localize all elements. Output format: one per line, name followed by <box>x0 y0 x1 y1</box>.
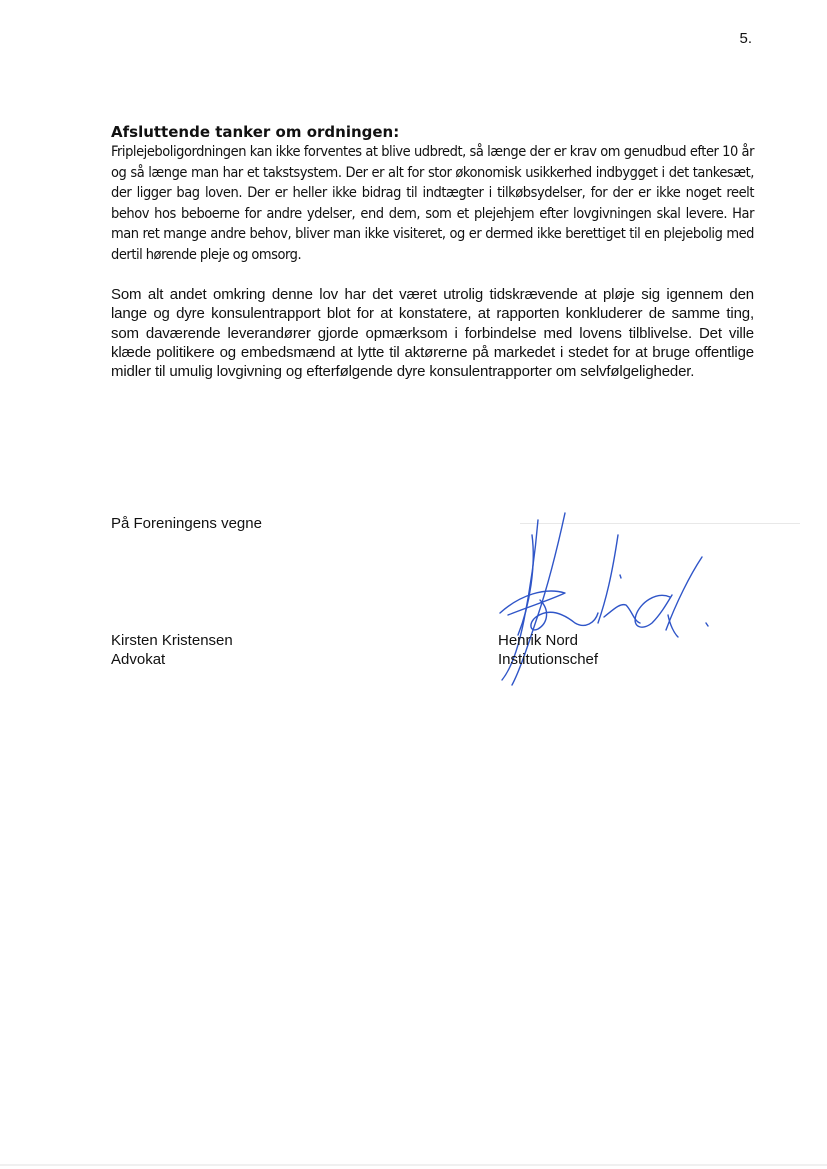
paragraph-conclusion: Friplejeboligordningen kan ikke forventes at blive udbredt, så længe der er krav om genudbud efter 10 år og så længe man har et takstsystem. Der er alt for stor økonomisk usikkerhed indbygget i det tankesæt, der ligger bag loven. Der er heller ikke bidrag til indtægter i tilkøbsydelser, for der er ikke noget reelt behov hos beboerne for andre ydelser, end dem, som et plejehjem efter lovgivningen skal levere. Har man ret mange andre behov, bliver man ikke visiteret, og er dermed ikke berettiget til en plejebolig med dertil hørende pleje og omsorg. <box>111 144 754 263</box>
page-number: 5. <box>739 30 752 47</box>
page-bottom-edge <box>0 1164 827 1166</box>
left-signature-block <box>111 631 233 669</box>
section-heading: Afsluttende tanker om ordningen: <box>111 123 400 141</box>
right-signer-title: Institutionschef <box>498 651 599 668</box>
right-signature-block <box>498 631 598 669</box>
right-signer-name: Henrik Nord <box>498 632 579 649</box>
on-behalf-line: På Foreningens vegne <box>111 515 262 532</box>
letter-body <box>111 123 754 381</box>
paragraph-consultant-report: Som alt andet omkring denne lov har det været utrolig tidskrævende at pløje sig igennem den lange og dyre konsulentrapport blot for at konstatere, at rapporten konkluderer de samme ting, som daværende leverandører gjorde opmærksom i forbindelse med lovens tilblivelse. Det ville klæde politikere og embedsmænd at lytte til aktørerne på markedet i stedet for at bruge offentlige midler til umulig lovgivning og efterfølgende dyre konsulentrapporter om selvfølgeligheder. <box>111 286 754 381</box>
left-signer-name: Kirsten Kristensen <box>111 632 233 649</box>
left-signer-title: Advokat <box>111 651 166 668</box>
